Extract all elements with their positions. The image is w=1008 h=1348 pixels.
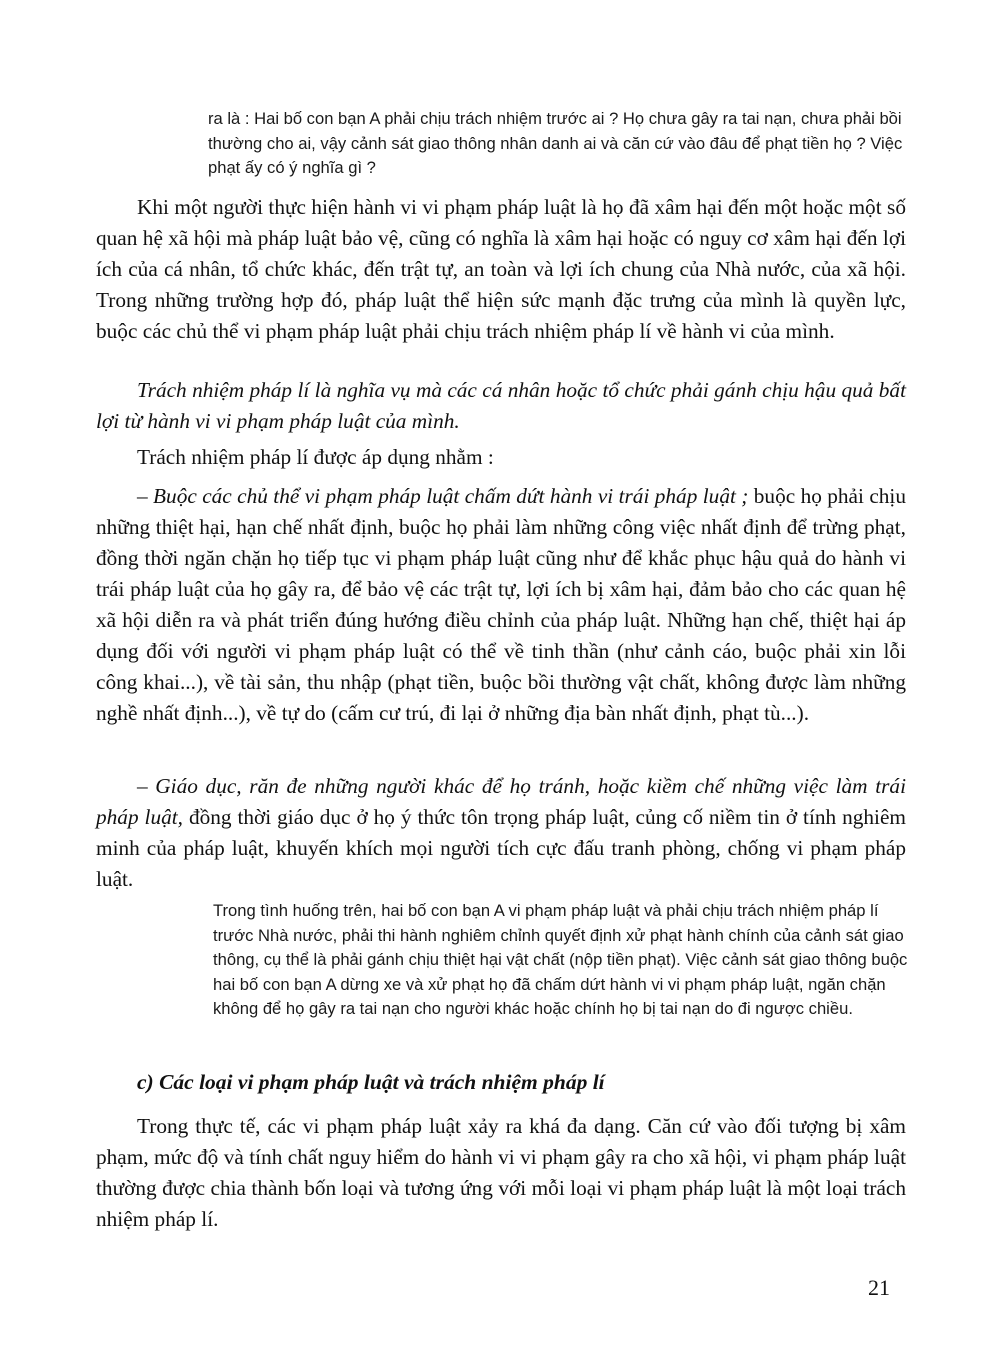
purpose-lead-block [96,442,906,473]
purpose-2-text: đồng thời giáo dục ở họ ý thức tôn trọng pháp luật, củng cố niềm tin ở tính nghiêm minh của pháp luật, khuyến khích mọi người tích cực đấu tranh phòng, chống vi phạm pháp luật. [96,805,906,891]
purpose-2-emphasis: – Giáo dục, răn đe những người khác để họ tránh, hoặc kiềm chế những việc làm trái pháp luật, [96,774,906,829]
purpose-lead: Trách nhiệm pháp lí được áp dụng nhằm : [137,445,494,469]
types-paragraph-block [96,1111,906,1235]
purpose-2-paragraph [96,771,906,895]
definition-block [96,375,906,437]
purpose-1-text: buộc họ phải chịu những thiệt hại, hạn chế nhất định, buộc họ phải làm những công việc nhất định để trừng phạt, đồng thời ngăn chặn họ tiếp tục vi phạm pháp luật cũng như để khắc phục hậu quả do hành vi trái pháp luật của họ gây ra, để bảo vệ các trật tự, lợi ích bị xâm hại, đảm bảo cho các quan hệ xã hội diễn ra và phát triển đúng hướng điều chỉnh của pháp luật. Những hạn chế, thiệt hại áp dụng đối với người vi phạm pháp luật có thể về tinh thần (như cảnh cáo, buộc phải xin lỗi công khai...), về tài sản, thu nhập (phạt tiền, buộc bồi thường vật chất, không được làm những nghề nhất định...), về tự do (cấm cư trú, đi lại ở những địa bàn nhất định, phạt tù...). [96,484,906,725]
definition-paragraph: Trách nhiệm pháp lí là nghĩa vụ mà các cá nhân hoặc tổ chức phải gánh chịu hậu quả bất lợi từ hành vi vi phạm pháp luật của mình. [96,378,906,433]
purpose-1-block [96,481,906,729]
purpose-1-paragraph [96,481,906,729]
section-heading: c) Các loại vi phạm pháp luật và trách nhiệm pháp lí [137,1070,605,1094]
intro-paragraph: Khi một người thực hiện hành vi vi phạm pháp luật là họ đã xâm hại đến một hoặc một số quan hệ xã hội mà pháp luật bảo vệ, cũng có nghĩa là xâm hại hoặc có nguy cơ xâm hại đến lợi ích của cá nhân, tổ chức khác, đến trật tự, an toàn và lợi ích chung của Nhà nước, của xã hội. Trong những trường hợp đó, pháp luật thể hiện sức mạnh đặc trưng của mình là quyền lực, buộc các chủ thể vi phạm pháp luật phải chịu trách nhiệm pháp lí về hành vi của mình. [96,195,906,343]
types-paragraph: Trong thực tế, các vi phạm pháp luật xảy ra khá đa dạng. Căn cứ vào đối tượng bị xâm phạm, mức độ và tính chất nguy hiểm do hành vi vi phạm gây ra cho xã hội, vi phạm pháp luật thường được chia thành bốn loại và tương ứng với mỗi loại vi phạm pháp luật là một loại trách nhiệm pháp lí. [96,1114,906,1231]
situation-answer-text [213,899,908,1022]
page-number: 21 [868,1275,890,1300]
situation-answer: Trong tình huống trên, hai bố con bạn A vi phạm pháp luật và phải chịu trách nhiệm pháp lí trước Nhà nước, phải thi hành nghiêm chỉnh quyết định xử phạt hành chính của cảnh sát giao thông, cụ thể là phải gánh chịu thiệt hại vật chất (nộp tiền phạt). Việc cảnh sát giao thông buộc hai bố con bạn A dừng xe và xử phạt họ đã chấm dứt hành vi vi phạm pháp luật, ngăn chặn không để họ gây ra tai nạn cho người khác hoặc chính họ bị tai nạn do đi ngược chiều. [213,901,908,1018]
purpose-2-block [96,771,906,895]
situation-question-text [208,107,908,181]
situation-question: ra là : Hai bố con bạn A phải chịu trách nhiệm trước ai ? Họ chưa gây ra tai nạn, chưa phải bồi thường cho ai, vậy cảnh sát giao thông nhân danh ai và căn cứ vào đâu để phạt tiền họ ? Việc phạt ấy có ý nghĩa gì ? [208,109,903,177]
intro-paragraph-block [96,192,906,347]
purpose-1-emphasis: – Buộc các chủ thể vi phạm pháp luật chấm dứt hành vi trái pháp luật ; [137,484,749,508]
